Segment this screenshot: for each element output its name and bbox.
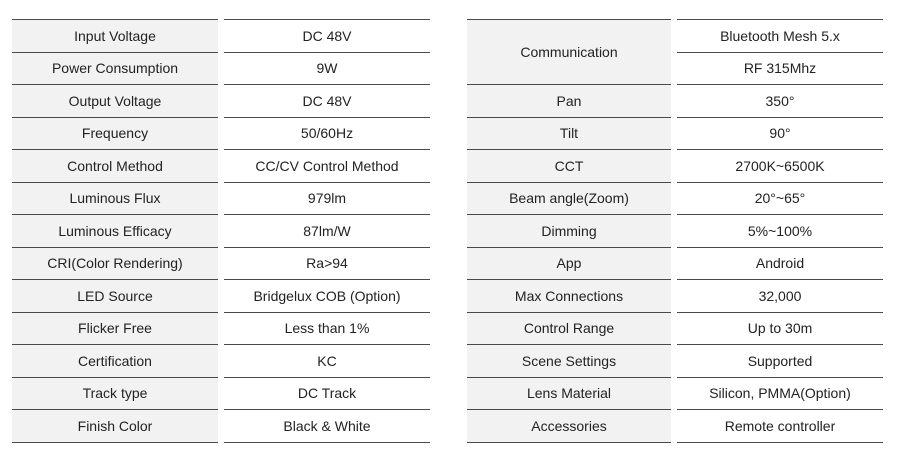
spec-label-communication: Communication <box>467 19 671 84</box>
table-row <box>12 377 430 410</box>
table-row <box>12 149 430 182</box>
table-row <box>12 312 430 345</box>
table-row <box>12 52 430 85</box>
spec-value: 50/60Hz <box>224 117 430 150</box>
spec-value: 2700K~6500K <box>677 149 883 182</box>
table-row <box>467 247 883 280</box>
spec-label: Accessories <box>467 409 671 443</box>
table-row <box>12 214 430 247</box>
spec-value: 87lm/W <box>224 214 430 247</box>
spec-table-left <box>12 19 430 443</box>
spec-value: Bluetooth Mesh 5.x <box>677 19 883 52</box>
spec-label: Certification <box>12 344 218 377</box>
spec-value: 32,000 <box>677 279 883 312</box>
spec-label: Finish Color <box>12 409 218 443</box>
spec-label: Max Connections <box>467 279 671 312</box>
spec-value: 5%~100% <box>677 214 883 247</box>
table-row <box>467 214 883 247</box>
spec-label: Lens Material <box>467 377 671 410</box>
spec-label: Luminous Flux <box>12 182 218 215</box>
table-row <box>467 19 883 52</box>
spec-label: Control Method <box>12 149 218 182</box>
spec-value: 20°~65° <box>677 182 883 215</box>
table-row <box>12 84 430 117</box>
table-row <box>467 149 883 182</box>
spec-value: Silicon, PMMA(Option) <box>677 377 883 410</box>
spec-label: Power Consumption <box>12 52 218 85</box>
spec-label: Flicker Free <box>12 312 218 345</box>
table-row <box>12 182 430 215</box>
spec-label: Input Voltage <box>12 19 218 52</box>
table-row <box>12 279 430 312</box>
spec-value: DC Track <box>224 377 430 410</box>
spec-label: CCT <box>467 149 671 182</box>
table-row <box>467 377 883 410</box>
spec-label: LED Source <box>12 279 218 312</box>
spec-label: Scene Settings <box>467 344 671 377</box>
spec-value: RF 315Mhz <box>677 52 883 85</box>
spec-value: 90° <box>677 117 883 150</box>
spec-table-right <box>467 19 883 443</box>
spec-value: Ra>94 <box>224 247 430 280</box>
spec-value: 979lm <box>224 182 430 215</box>
spec-value: KC <box>224 344 430 377</box>
table-row <box>467 182 883 215</box>
spec-value: Black & White <box>224 409 430 443</box>
table-row <box>467 312 883 345</box>
spec-value: DC 48V <box>224 84 430 117</box>
spec-value: Remote controller <box>677 409 883 443</box>
spec-value: Bridgelux COB (Option) <box>224 279 430 312</box>
spec-label: CRI(Color Rendering) <box>12 247 218 280</box>
table-row <box>12 344 430 377</box>
spec-label: App <box>467 247 671 280</box>
spec-value: Less than 1% <box>224 312 430 345</box>
spec-value: Supported <box>677 344 883 377</box>
table-row <box>12 117 430 150</box>
table-row <box>467 344 883 377</box>
spec-value: Android <box>677 247 883 280</box>
table-row <box>12 19 430 52</box>
table-row <box>467 409 883 443</box>
table-row <box>12 247 430 280</box>
table-row <box>467 279 883 312</box>
spec-value: 350° <box>677 84 883 117</box>
spec-value: CC/CV Control Method <box>224 149 430 182</box>
spec-label: Pan <box>467 84 671 117</box>
table-row <box>12 409 430 443</box>
spec-label: Control Range <box>467 312 671 345</box>
spec-value: 9W <box>224 52 430 85</box>
table-row <box>467 117 883 150</box>
spec-label: Luminous Efficacy <box>12 214 218 247</box>
spec-label: Tilt <box>467 117 671 150</box>
spec-label: Track type <box>12 377 218 410</box>
spec-label: Output Voltage <box>12 84 218 117</box>
spec-value: DC 48V <box>224 19 430 52</box>
spec-label: Dimming <box>467 214 671 247</box>
table-row <box>467 84 883 117</box>
spec-label: Beam angle(Zoom) <box>467 182 671 215</box>
spec-label: Frequency <box>12 117 218 150</box>
spec-value: Up to 30m <box>677 312 883 345</box>
